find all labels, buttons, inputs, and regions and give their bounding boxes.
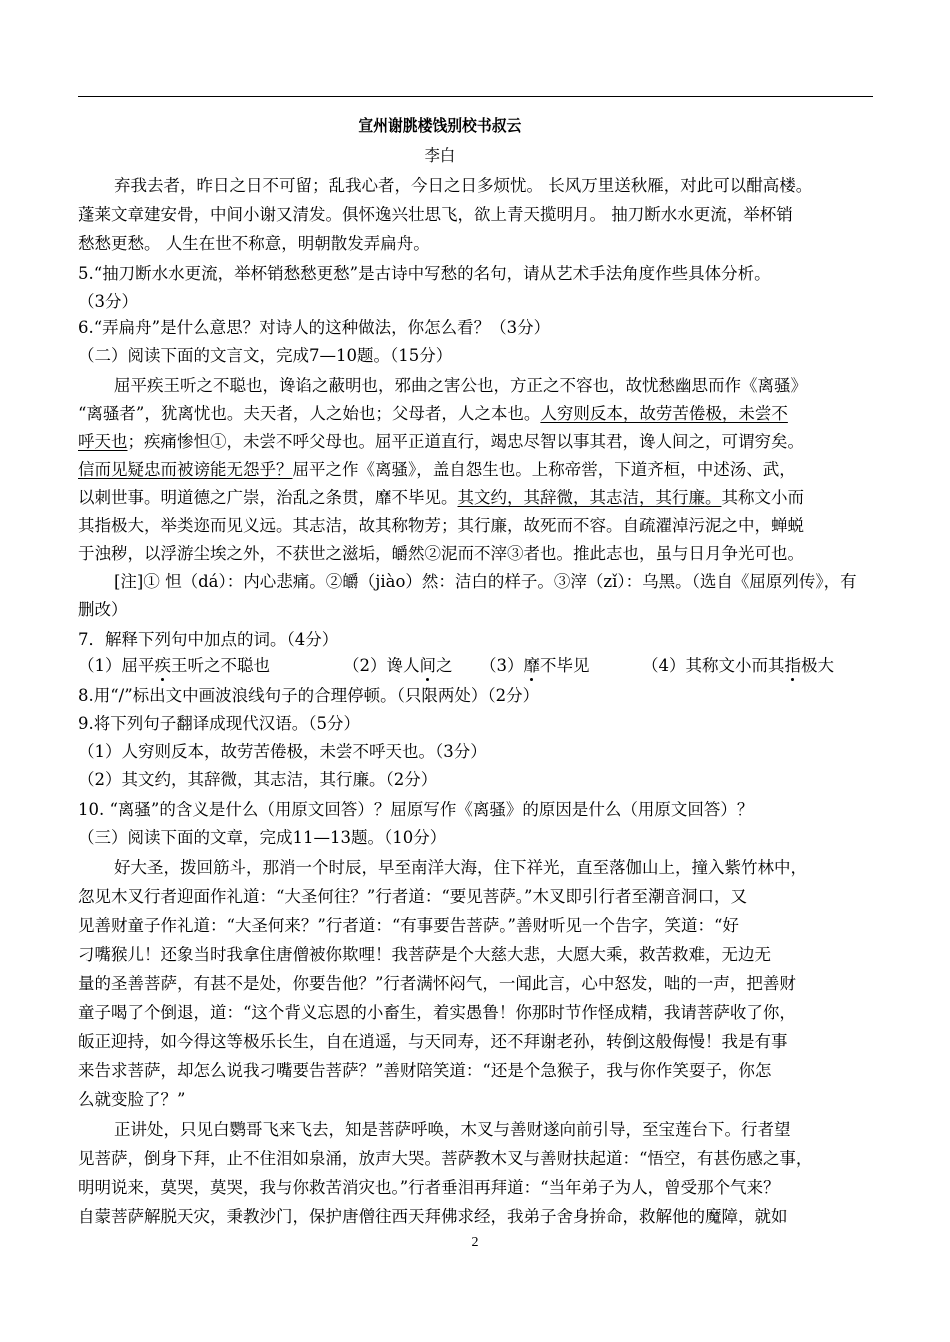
question-7-item-1 xyxy=(78,656,270,676)
story-line: 正讲处，只见白鹦哥飞来飞去，知是菩萨呼唤，木叉与善财遂向前引导，至宝莲台下。行者望 xyxy=(114,1120,791,1139)
question-7: 7．解释下列句中加点的词。（4分） xyxy=(78,630,339,649)
question-6: 6.“弄扁舟”是什么意思？对诗人的这种做法，你怎么看？（3分） xyxy=(78,318,551,337)
poem-line: 蓬莱文章建安骨，中间小谢又清发。俱怀逸兴壮思飞，欲上青天揽明月。 抽刀断水水更流，举杯销 xyxy=(78,205,793,224)
section-3-heading: （三）阅读下面的文章，完成11—13题。（10分） xyxy=(78,828,447,847)
passage-line xyxy=(78,404,788,424)
item-text: （1）屈平 xyxy=(78,656,155,675)
poem-line: 弃我去者，昨日之日不可留；乱我心者，今日之日多烦忧。 长风万里送秋雁，对此可以酣高楼。 xyxy=(114,176,813,195)
question-7-item-2 xyxy=(343,656,453,676)
passage-line xyxy=(78,432,804,452)
item-text: 之 xyxy=(436,656,453,675)
question-7-item-3 xyxy=(480,656,590,676)
item-text: （4）其称文小而其 xyxy=(642,656,785,675)
passage-note: [注]① 怛（dá）：内心悲痛。②皭（jiào）然：洁白的样子。③滓（zǐ）：乌黑。（选自《屈原列传》，有 xyxy=(114,572,857,591)
question-9-sentence-1: （1）人穷则反本，故劳苦倦极，未尝不呼天也。（3分） xyxy=(78,742,487,761)
question-9-sentence-2: （2）其文约，其辞微，其志洁，其行廉。（2分） xyxy=(78,770,438,789)
page-number: 2 xyxy=(471,1235,479,1250)
story-line: 来告求菩萨，却怎么说我刁嘴要告菩萨？”善财陪笑道：“还是个急猴子，我与你作笑耍子，你怎 xyxy=(78,1061,772,1080)
story-line: 刁嘴猴儿！还象当时我拿住唐僧被你欺哩！我菩萨是个大慈大悲，大愿大乘，救苦救难，无边无 xyxy=(78,945,771,964)
question-8: 8.用“/”标出文中画波浪线句子的合理停顿。（只限两处）（2分） xyxy=(78,686,540,705)
passage-text: 其称文小而 xyxy=(721,488,804,507)
wavy-underlined-sentence: 信而见疑忠而被谤能无怨乎？ xyxy=(78,460,293,479)
story-line: 皈正迎持，如今得这等极乐长生，自在逍遥，与天同寿，还不拜谢老孙，转倒这般侮慢！我是有事 xyxy=(78,1032,788,1051)
story-line: 忽见木叉行者迎面作礼道：“大圣何往？”行者道：“要见菩萨。”木叉即引行者至潮音洞口，又 xyxy=(78,887,747,906)
poem-title: 宣州谢朓楼饯别校书叔云 xyxy=(358,116,522,135)
passage-text: ；疾痛惨怛①，未尝不呼父母也。屈平正道直行，竭忠尽智以事其君，谗人间之，可谓穷矣。 xyxy=(127,432,804,451)
underlined-sentence: 呼天也 xyxy=(78,432,128,451)
dotted-word: 指 xyxy=(784,656,801,675)
story-line: 么就变脸了？” xyxy=(78,1090,186,1109)
poem-line: 愁愁更愁。 人生在世不称意，明朝散发弄扁舟。 xyxy=(78,234,430,253)
poem-author: 李白 xyxy=(424,146,456,165)
section-2-heading: （二）阅读下面的文言文，完成7—10题。（15分） xyxy=(78,346,453,365)
header-rule xyxy=(78,96,873,97)
story-line: 童子喝了个倒退，道：“这个背义忘恩的小畜生，着实愚鲁！你那时节作怪成精，我请菩萨收了你， xyxy=(78,1003,796,1022)
item-text: （3） xyxy=(480,656,524,675)
dotted-word: 靡 xyxy=(523,656,540,675)
item-text: 极大 xyxy=(801,656,834,675)
story-line: 量的圣善菩萨，有甚不是处，你要告他？”行者满怀闷气，一闻此言，心中怒发，咄的一声，把善财 xyxy=(78,974,796,993)
story-line: 明明说来，莫哭，莫哭，我与你救苦消灾也。”行者垂泪再拜道：“当年弟子为人，曾受那个气来？ xyxy=(78,1178,780,1197)
underlined-sentence: 其文约，其辞微，其志洁，其行廉。 xyxy=(457,488,722,507)
story-line: 见菩萨，倒身下拜，止不住泪如泉涌，放声大哭。菩萨教木叉与善财扶起道：“悟空，有甚伤感之事， xyxy=(78,1149,813,1168)
underlined-sentence: 人穷则反本，故劳苦倦极，未尝不 xyxy=(540,404,788,423)
dotted-word: 疾 xyxy=(154,656,171,675)
passage-line: 其指极大，举类迩而见义远。其志洁，故其称物芳；其行廉，故死而不容。自疏濯淖污泥之中，蝉蜕 xyxy=(78,516,804,535)
passage-text: “离骚者”，犹离忧也。夫天者，人之始也；父母者，人之本也。 xyxy=(78,404,541,423)
question-9: 9.将下列句子翻译成现代汉语。（5分） xyxy=(78,714,360,733)
question-7-item-4 xyxy=(642,656,834,676)
passage-line: 于浊秽，以浮游尘埃之外，不获世之滋垢，皭然②泥而不滓③者也。推此志也，虽与日月争光可也。 xyxy=(78,544,804,563)
passage-text: 屈平之作《离骚》，盖自怨生也。上称帝喾，下道齐桓，中述汤、武， xyxy=(292,460,796,479)
item-text: 不毕见 xyxy=(540,656,590,675)
passage-text: 以刺世事。明道德之广崇，治乱之条贯，靡不毕见。 xyxy=(78,488,458,507)
story-line: 见善财童子作礼道：“大圣何来？”行者道：“有事要告菩萨。”善财听见一个告字，笑道：“好 xyxy=(78,916,739,935)
story-line: 自蒙菩萨解脱天灾，秉教沙门，保护唐僧往西天拜佛求经，我弟子舍身拚命，救解他的魔障，就如 xyxy=(78,1207,788,1226)
passage-line xyxy=(78,488,804,508)
passage-note: 删改） xyxy=(78,600,128,619)
question-5-score: （3分） xyxy=(78,292,138,311)
question-10: 10. “离骚”的含义是什么（用原文回答）？屈原写作《离骚》的原因是什么（用原文回答）？ xyxy=(78,800,754,819)
dotted-word: 间 xyxy=(419,656,436,675)
passage-line xyxy=(78,460,796,480)
item-text: 王听之不聪也 xyxy=(171,656,270,675)
item-text: （2）谗人 xyxy=(343,656,420,675)
passage-line: 屈平疾王听之不聪也，谗谄之蔽明也，邪曲之害公也，方正之不容也，故忧愁幽思而作《离骚》 xyxy=(114,376,807,395)
story-line: 好大圣，拨回筋斗，那消一个时辰，早至南洋大海，住下祥光，直至落伽山上，撞入紫竹林中， xyxy=(114,858,807,877)
question-5: 5.“抽刀断水水更流，举杯销愁愁更愁”是古诗中写愁的名句，请从艺术手法角度作些具体分析。 xyxy=(78,264,771,283)
